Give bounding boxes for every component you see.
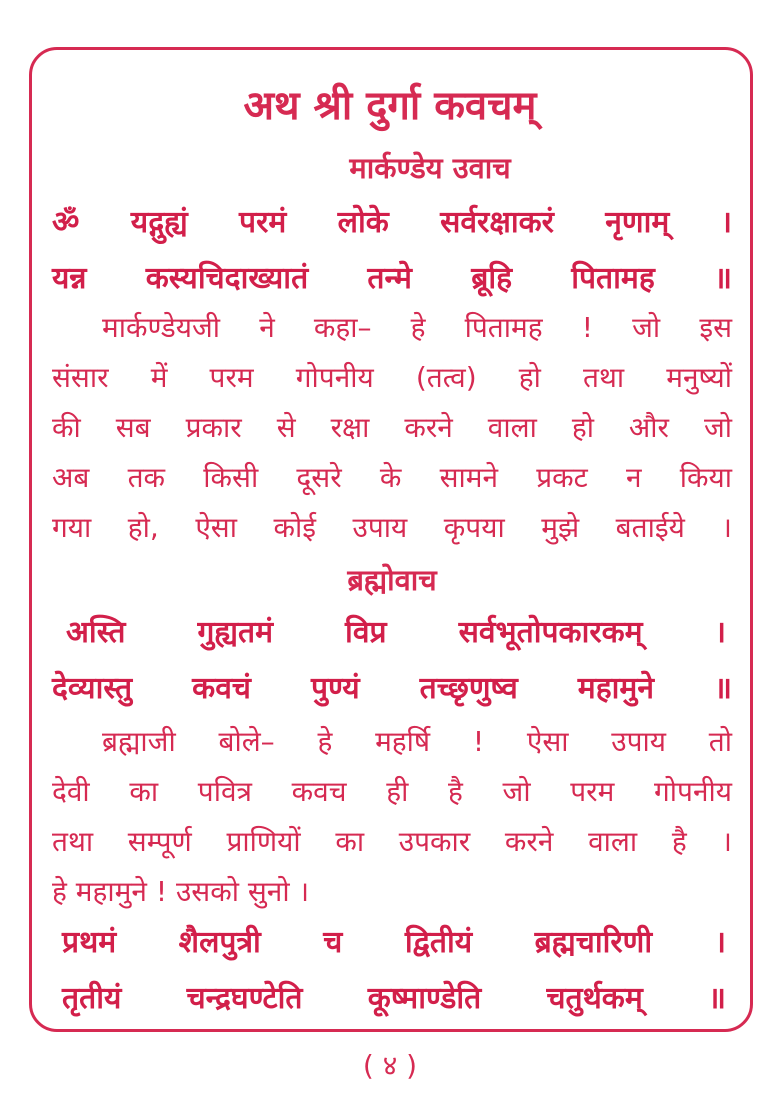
translation-line: ब्रह्माजी बोले– हे महर्षि ! ऐसा उपाय तो [102, 725, 732, 758]
translation-line: हे महामुने ! उसको सुनो । [52, 875, 310, 908]
speaker-markandeya: मार्कण्डेय उवाच [349, 151, 511, 185]
verse-line: प्रथमं शैलपुत्री च द्वितीयं ब्रह्मचारिणी । [62, 925, 726, 960]
translation-line: की सब प्रकार से रक्षा करने वाला हो और जो [52, 411, 732, 444]
translation-line: गया हो, ऐसा कोई उपाय कृपया मुझे बताईये । [52, 511, 732, 544]
verse-line: देव्यास्तु कवचं पुण्यं तच्छृणुष्व महामुने ॥ [52, 671, 732, 706]
speaker-brahma: ब्रह्मोवाच [347, 563, 437, 597]
verse-line: अस्ति गुह्यतमं विप्र सर्वभूतोपकारकम् । [66, 615, 726, 650]
verse-line: तृतीयं चन्द्रघण्टेति कूष्माण्डेति चतुर्थकम् ॥ [62, 981, 726, 1016]
page-title: अथ श्री दुर्गा कवचम् [243, 83, 537, 129]
verse-line: यन्न कस्यचिदाख्यातं तन्मे ब्रूहि पितामह ॥ [52, 261, 732, 296]
page-number: ( ४ ) [362, 1049, 418, 1082]
translation-line: संसार में परम गोपनीय (तत्व) हो तथा मनुष्यों [52, 361, 732, 394]
translation-line: मार्कण्डेयजी ने कहा– हे पितामह ! जो इस [102, 311, 732, 344]
verse-line: ॐ यद्गुह्यं परमं लोके सर्वरक्षाकरं नृणाम् । [52, 205, 732, 240]
translation-line: अब तक किसी दूसरे के सामने प्रकट न किया [52, 461, 732, 494]
translation-line: तथा सम्पूर्ण प्राणियों का उपकार करने वाला है । [52, 825, 732, 858]
translation-line: देवी का पवित्र कवच ही है जो परम गोपनीय [52, 775, 732, 808]
